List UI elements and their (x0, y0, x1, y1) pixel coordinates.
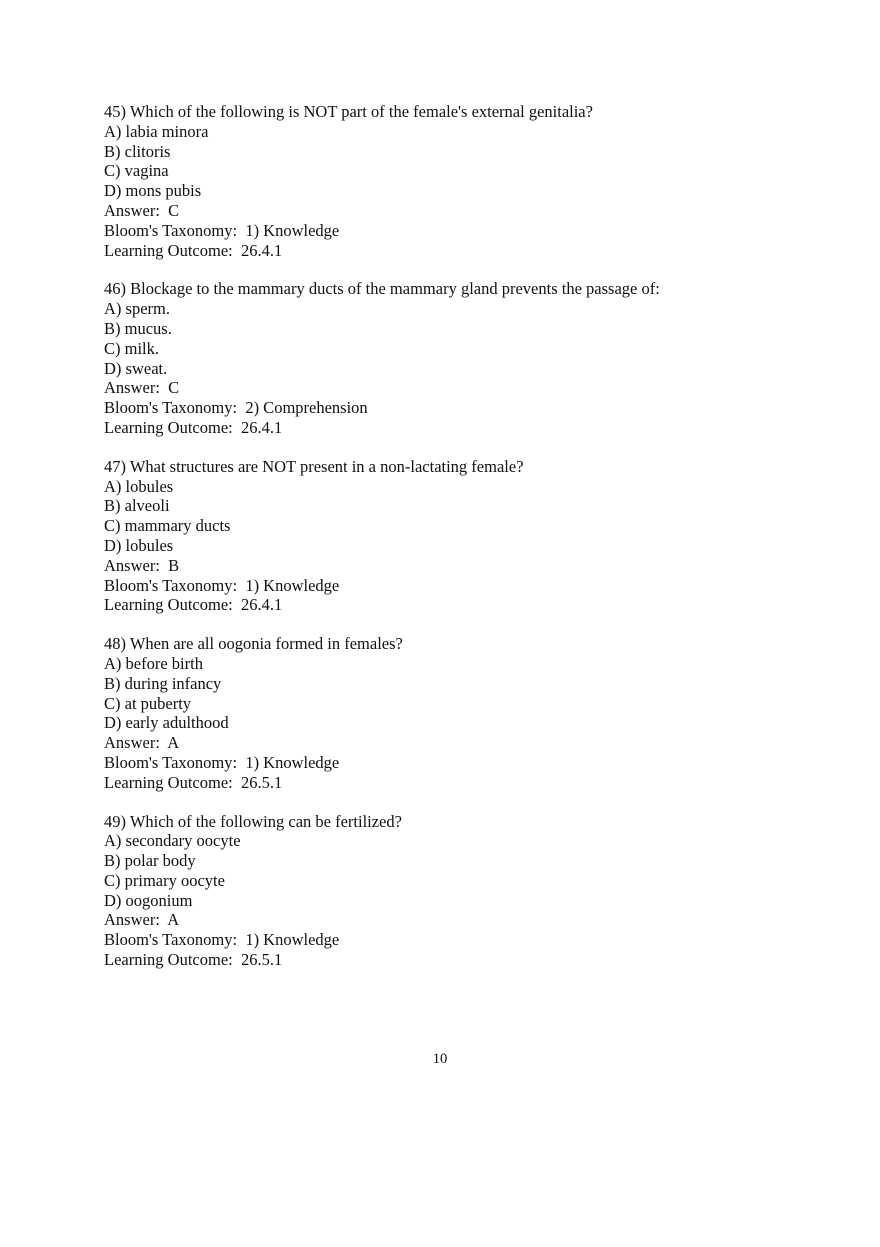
option-a: A) lobules (104, 476, 174, 496)
taxonomy-line: Bloom's Taxonomy: 1) Knowledge (104, 575, 340, 595)
option-d: D) sweat. (104, 358, 168, 378)
option-c: C) primary oocyte (104, 870, 225, 890)
option-a: A) secondary oocyte (104, 831, 241, 851)
option-b: B) during infancy (104, 673, 222, 693)
question-47 (104, 457, 804, 615)
question-prompt: 49) Which of the following can be fertilized? (104, 811, 402, 831)
option-a: A) before birth (104, 653, 203, 673)
question-prompt: 45) Which of the following is NOT part of the female's external genitalia? (104, 102, 593, 121)
question-list (104, 102, 804, 989)
option-a: A) sperm. (104, 299, 170, 319)
taxonomy-line: Bloom's Taxonomy: 1) Knowledge (104, 930, 340, 950)
option-b: B) polar body (104, 851, 196, 871)
option-c: C) milk. (104, 338, 160, 358)
option-d: D) oogonium (104, 890, 193, 910)
option-b: B) clitoris (104, 141, 171, 161)
question-49 (104, 812, 804, 970)
question-46 (104, 279, 804, 437)
option-a: A) labia minora (104, 121, 209, 141)
answer-line: Answer: B (104, 555, 180, 575)
option-d: D) lobules (104, 535, 174, 555)
learning-outcome-line: Learning Outcome: 26.4.1 (104, 595, 283, 615)
answer-line: Answer: C (104, 378, 180, 398)
option-c: C) mammary ducts (104, 516, 231, 536)
option-c: C) vagina (104, 161, 169, 181)
option-d: D) mons pubis (104, 181, 202, 201)
learning-outcome-line: Learning Outcome: 26.5.1 (104, 772, 283, 792)
question-45 (104, 102, 804, 260)
question-prompt: 47) What structures are NOT present in a non-lactating female? (104, 456, 524, 476)
page-number: 10 (432, 1051, 448, 1067)
answer-line: Answer: C (104, 200, 180, 220)
learning-outcome-line: Learning Outcome: 26.4.1 (104, 240, 283, 260)
option-b: B) mucus. (104, 318, 172, 338)
option-c: C) at puberty (104, 693, 192, 713)
answer-line: Answer: A (104, 910, 180, 930)
answer-line: Answer: A (104, 733, 180, 753)
option-b: B) alveoli (104, 496, 170, 516)
learning-outcome-line: Learning Outcome: 26.5.1 (104, 950, 283, 970)
question-48 (104, 634, 804, 792)
question-prompt: 46) Blockage to the mammary ducts of the mammary gland prevents the passage of: (104, 279, 660, 299)
taxonomy-line: Bloom's Taxonomy: 1) Knowledge (104, 752, 340, 772)
learning-outcome-line: Learning Outcome: 26.4.1 (104, 417, 283, 437)
option-d: D) early adulthood (104, 713, 229, 733)
question-prompt: 48) When are all oogonia formed in females? (104, 634, 403, 654)
taxonomy-line: Bloom's Taxonomy: 2) Comprehension (104, 398, 368, 418)
taxonomy-line: Bloom's Taxonomy: 1) Knowledge (104, 220, 340, 240)
